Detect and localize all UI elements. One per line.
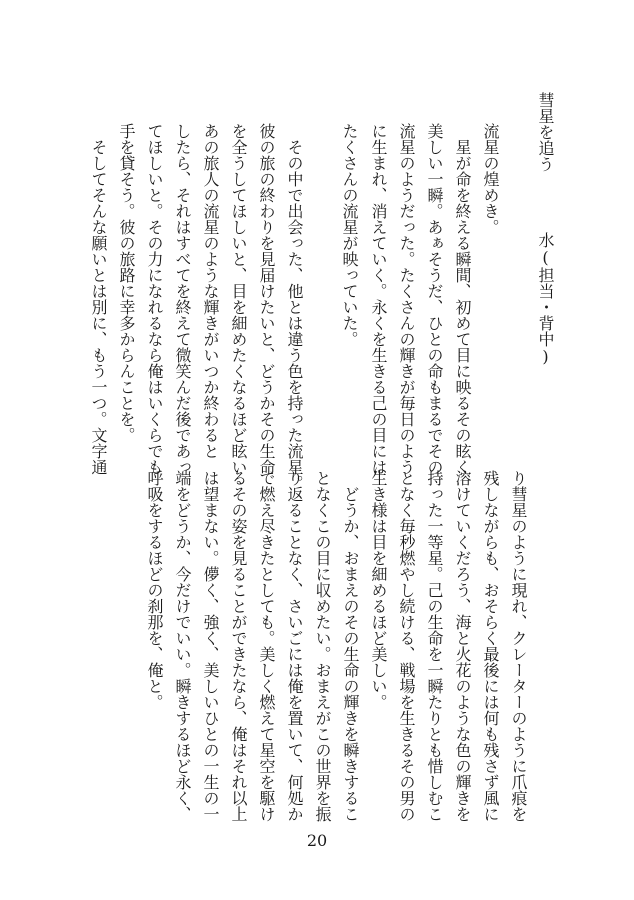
lower-line: り彗星のように現れ、クレーターのように爪痕を <box>509 470 528 822</box>
upper-line: あの旅人の流星のような輝きがいつか終わると <box>201 123 220 459</box>
upper-line: 星が命を終える瞬間、初めて目に映るその眩く <box>453 123 472 475</box>
lower-line: 呼吸をするほどの刹那を、俺と。 <box>145 470 164 710</box>
lower-line: で燃え尽きたとしても。美しく燃えて星空を駆け <box>257 470 276 822</box>
upper-line: 流星の煌めき。 <box>481 123 500 235</box>
upper-line: 美しい一瞬。あぁそうだ、ひとの命もまるでその <box>425 123 444 475</box>
upper-line: そしてそんな願いとは別に、もう一つ。文字通 <box>89 123 108 475</box>
lower-line: どうか、おまえのその生命の輝きを瞬きするこ <box>341 470 360 822</box>
lower-line: 持った一等星。己の生命を一瞬たりとも惜しむこ <box>425 470 444 822</box>
lower-line: り返ることなく、さいごには俺を置いて、何処か <box>285 470 304 822</box>
upper-line: を全うしてほしいと、目を細めたくなるほど眩い <box>229 123 248 475</box>
upper-line: 彼の旅の終わりを見届けたいと、どうかその生命 <box>257 123 276 475</box>
upper-line: 手を貸そう。彼の旅路に幸多からんことを。 <box>117 123 136 443</box>
upper-line: に生まれ、消えていく。永くを生きる己の目には <box>369 123 388 475</box>
upper-line: その中で出会った、他とは違う色を持った流星。 <box>285 123 304 491</box>
author-credit: 水(担当・背中) <box>536 232 555 366</box>
page-number: 20 <box>306 831 328 850</box>
lower-line: は望まない。儚く、強く、美しいひとの一生の一 <box>201 470 220 822</box>
lower-line: 溶けていくだろう、海と火花のような色の輝きを <box>453 470 472 822</box>
upper-line: てほしいと。その力になれるなら俺はいくらでも <box>145 123 164 475</box>
upper-line: したら、それはすべてを終えて微笑んだ後であっ <box>173 123 192 475</box>
lower-line: 残しながらも、おそらく最後には何も残さず風に <box>481 470 500 822</box>
upper-line: 流星のようだった。たくさんの輝きが毎日のよう <box>397 123 416 475</box>
lower-line: 端をどうか、今だけでいい。瞬きするほど永く、 <box>173 470 192 822</box>
lower-line: 生き様は目を細めるほど美しい。 <box>369 470 388 710</box>
lower-line: となくこの目に収めたい。おまえがこの世界を振 <box>313 470 332 822</box>
lower-line: るその姿を見ることができたなら、俺はそれ以上 <box>229 470 248 822</box>
story-title: 彗星を追う <box>536 92 555 172</box>
lower-line: となく毎秒燃やし続ける、戦場を生きるその男の <box>397 470 416 822</box>
upper-line: たくさんの流星が映っていた。 <box>340 123 359 347</box>
